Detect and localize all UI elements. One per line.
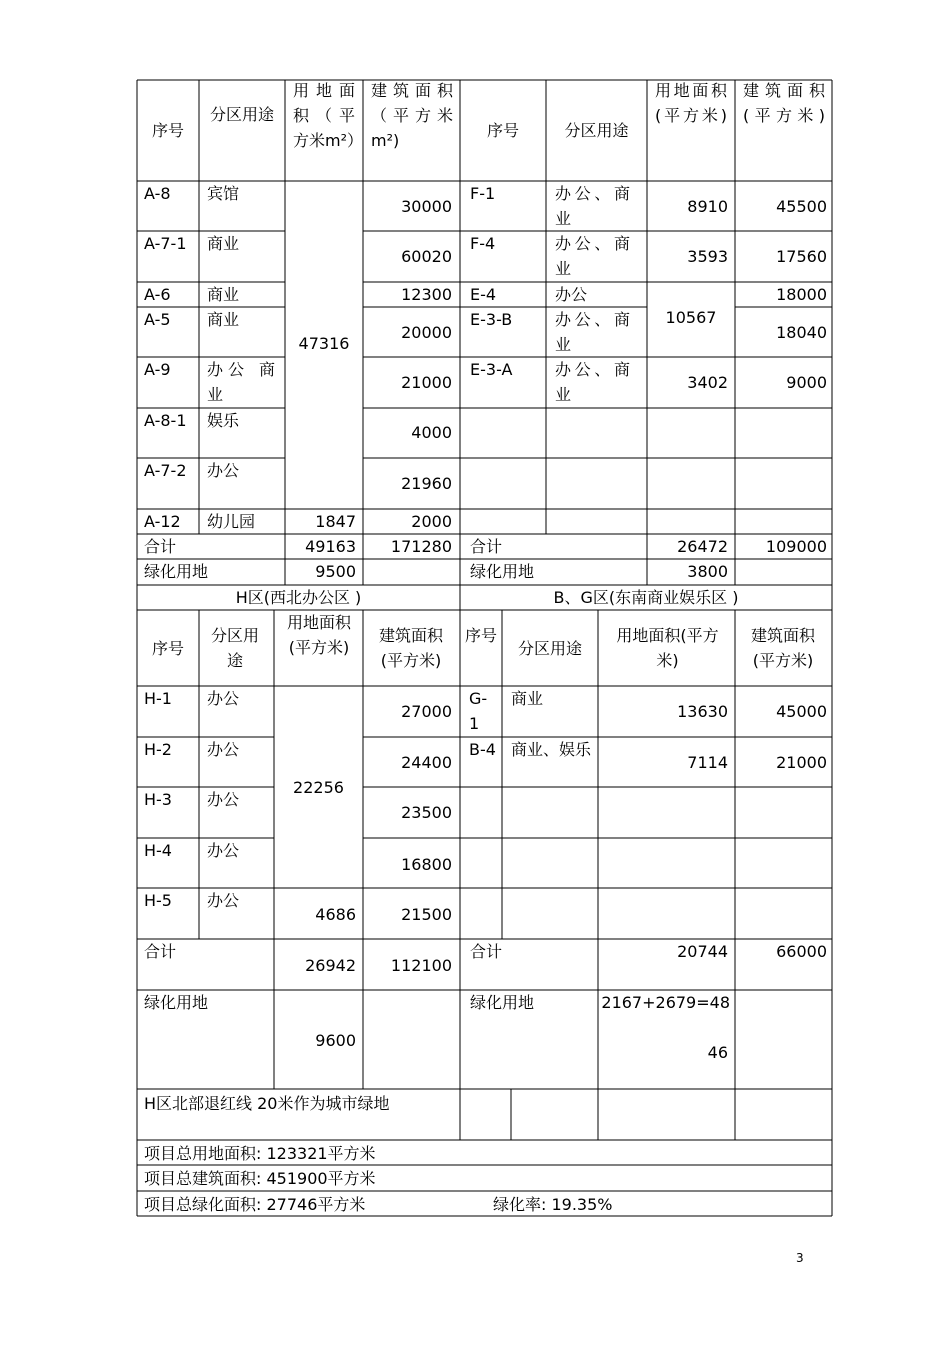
bg-zone-title: B、G区(东南商业娱乐区 ) — [553, 588, 739, 607]
total-label: 合计 — [144, 942, 177, 961]
cell-use: 办公 — [207, 461, 240, 480]
cell-land: 13630 — [677, 702, 728, 721]
cell-build: 17560 — [776, 247, 827, 266]
header-build: 建筑面积(平方米) — [378, 626, 443, 670]
cell-build: 16800 — [401, 855, 452, 874]
cell-build: 60020 — [401, 247, 452, 266]
green-land: 9600 — [315, 1031, 356, 1050]
cell-seq: B-4 — [469, 740, 496, 759]
cell-build: 18000 — [776, 285, 827, 304]
cell-build: 21500 — [401, 905, 452, 924]
header-build-2: 建筑面积(平方米) — [743, 81, 825, 125]
cell-land: 1847 — [315, 512, 356, 531]
cell-build: 2000 — [411, 512, 452, 531]
cell-use: 商业 — [511, 689, 544, 708]
header-seq: 序号 — [151, 121, 184, 140]
cell-build: 45000 — [776, 702, 827, 721]
cell-use: 办公 — [555, 285, 588, 304]
green-land: 3800 — [687, 562, 728, 581]
total-land: 49163 — [305, 537, 356, 556]
green-label: 绿化用地 — [470, 993, 535, 1012]
total-label: 合计 — [470, 537, 503, 556]
header-land: 用地面积(平方米) — [286, 613, 351, 657]
header-build: 建筑面积（平方米m²) — [371, 81, 453, 150]
cell-land: 3593 — [687, 247, 728, 266]
cell-build: 9000 — [786, 373, 827, 392]
cell-merged-land: 22256 — [293, 778, 344, 797]
total-label: 合计 — [470, 942, 503, 961]
cell-seq: H-1 — [144, 689, 172, 708]
header-use-2: 分区用途 — [517, 639, 582, 658]
cell-seq: H-5 — [144, 891, 172, 910]
cell-seq: H-3 — [144, 790, 172, 809]
cell-seq: A-7-2 — [144, 461, 187, 480]
cell-use: 办公 — [207, 891, 240, 910]
cell-merged-land: 47316 — [298, 334, 350, 353]
cell-build: 4000 — [411, 423, 452, 442]
cell-use: 幼儿园 — [207, 512, 256, 531]
cell-seq: A-6 — [144, 285, 171, 304]
cell-build: 21960 — [401, 474, 452, 493]
header-use: 分区用途 — [210, 626, 259, 670]
cell-seq: H-4 — [144, 841, 172, 860]
cell-use: 娱乐 — [207, 411, 240, 430]
cell-seq: E-3-A — [470, 360, 513, 379]
green-label: 绿化用地 — [144, 562, 209, 581]
cell-use: 办公、商业 — [555, 310, 630, 354]
summary-green-rate: 绿化率: 19.35% — [493, 1195, 613, 1214]
cell-build: 30000 — [401, 197, 452, 216]
total-land: 26942 — [305, 956, 356, 975]
header-land-2: 用地面积(平方米) — [655, 81, 727, 125]
header-use-2: 分区用途 — [564, 121, 629, 140]
cell-land: 7114 — [687, 753, 728, 772]
cell-use: 办公 — [207, 689, 240, 708]
header-land: 用地面积（平方米m²） — [293, 81, 364, 150]
cell-build: 20000 — [401, 323, 452, 342]
cell-use: 办公 商业 — [207, 360, 275, 404]
cell-seq: E-3-B — [470, 310, 513, 329]
cell-build: 12300 — [401, 285, 452, 304]
total-build: 109000 — [765, 537, 827, 556]
cell-use: 商业、娱乐 — [511, 740, 592, 759]
cell-seq: G-1 — [469, 689, 488, 733]
cell-seq: H-2 — [144, 740, 172, 759]
cell-seq: F-4 — [470, 234, 496, 253]
cell-seq: A-9 — [144, 360, 171, 379]
cell-seq: A-8 — [144, 184, 171, 203]
cell-use: 商业 — [207, 234, 240, 253]
cell-merged-land: 10567 — [665, 308, 717, 327]
page-number: 3 — [796, 1251, 804, 1265]
cell-build: 23500 — [401, 803, 452, 822]
cell-build: 18040 — [776, 323, 827, 342]
green-label: 绿化用地 — [470, 562, 535, 581]
cell-seq: A-7-1 — [144, 234, 187, 253]
green-land: 9500 — [315, 562, 356, 581]
green-label: 绿化用地 — [144, 993, 209, 1012]
h-zone-title: H区(西北办公区 ) — [235, 588, 362, 607]
cell-land: 4686 — [315, 905, 356, 924]
total-land: 20744 — [677, 942, 728, 961]
header-seq: 序号 — [151, 639, 184, 658]
cell-use: 办公、商业 — [555, 360, 630, 404]
h-zone-note: H区北部退红线 20米作为城市绿地 — [144, 1094, 390, 1113]
total-build: 171280 — [390, 537, 452, 556]
cell-build: 24400 — [401, 753, 452, 772]
total-build: 112100 — [390, 956, 452, 975]
summary-total-green: 项目总绿化面积: 27746平方米 — [144, 1195, 366, 1214]
cell-build: 21000 — [401, 373, 452, 392]
cell-use: 办公、商业 — [555, 184, 630, 228]
green-land: 2167+2679=48 — [601, 993, 730, 1012]
cell-seq: E-4 — [470, 285, 497, 304]
header-build-2: 建筑面积(平方米) — [750, 626, 815, 670]
cell-land: 8910 — [687, 197, 728, 216]
cell-build: 27000 — [401, 702, 452, 721]
cell-use: 办公 — [207, 740, 240, 759]
header-seq-2: 序号 — [486, 121, 519, 140]
cell-use: 办公、商业 — [555, 234, 630, 278]
cell-use: 办公 — [207, 841, 240, 860]
cell-use: 商业 — [207, 285, 240, 304]
cell-seq: A-12 — [144, 512, 181, 531]
cell-build: 21000 — [776, 753, 827, 772]
green-land: 46 — [707, 1043, 728, 1062]
total-land: 26472 — [677, 537, 728, 556]
summary-total-build: 项目总建筑面积: 451900平方米 — [144, 1169, 376, 1188]
cell-land: 3402 — [687, 373, 728, 392]
cell-use: 宾馆 — [207, 184, 240, 203]
total-label: 合计 — [144, 537, 177, 556]
cell-seq: F-1 — [470, 184, 496, 203]
header-use: 分区用途 — [209, 105, 274, 124]
header-land-2: 用地面积(平方米) — [616, 626, 719, 670]
total-build: 66000 — [776, 942, 827, 961]
cell-use: 商业 — [207, 310, 240, 329]
cell-seq: A-5 — [144, 310, 171, 329]
cell-seq: A-8-1 — [144, 411, 187, 430]
header-seq-2: 序号 — [465, 626, 498, 645]
summary-total-land: 项目总用地面积: 123321平方米 — [144, 1144, 376, 1163]
cell-use: 办公 — [207, 790, 240, 809]
cell-build: 45500 — [776, 197, 827, 216]
